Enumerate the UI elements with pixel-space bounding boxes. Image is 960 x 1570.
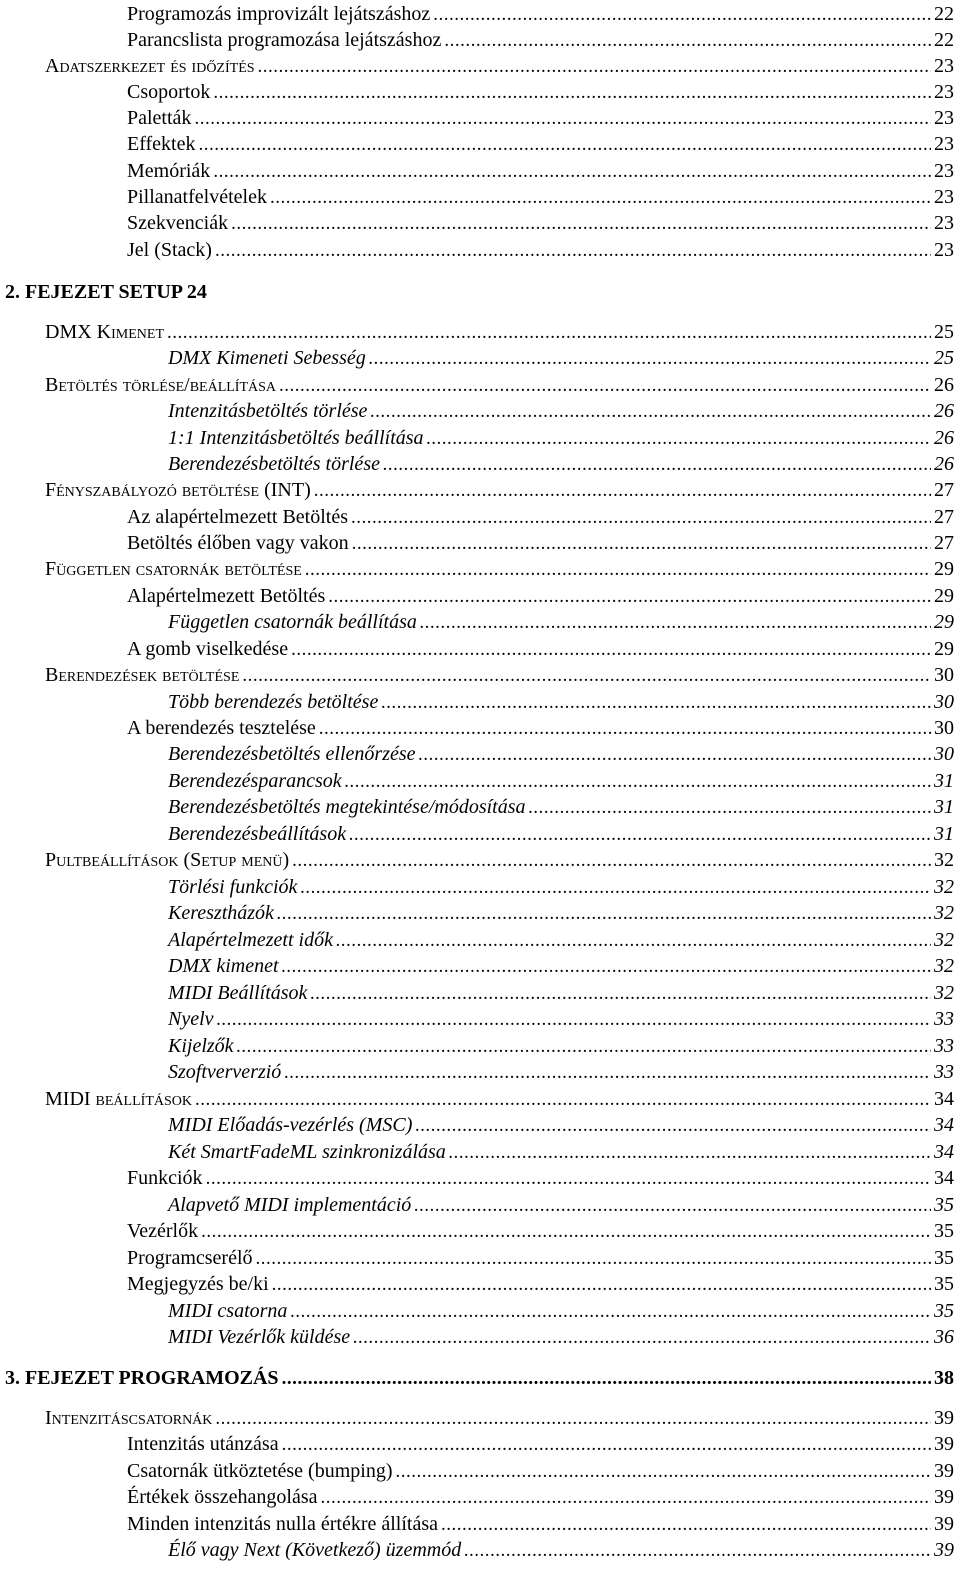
toc-entry-page-number: 26 (934, 400, 954, 422)
toc-entry-page-number: 30 (934, 743, 954, 765)
toc-entry-title: Élő vagy Next (Következő) üzemmód (168, 1539, 462, 1561)
toc-entry[interactable] (0, 1219, 954, 1243)
toc-entry-page-number: 34 (934, 1088, 954, 1110)
dot-leader (352, 532, 931, 556)
toc-entry-title: Programcserélő (127, 1247, 253, 1269)
toc-entry-title: Berendezésbetöltés megtekintése/módosítása (168, 796, 526, 818)
toc-entry-title: Csoportok (127, 81, 211, 103)
dot-leader (449, 1141, 931, 1165)
dot-leader (242, 664, 931, 688)
toc-entry[interactable] (0, 901, 954, 925)
toc-entry-page-number: 39 (934, 1513, 954, 1535)
dot-leader (381, 691, 931, 715)
toc-entry-title: Minden intenzitás nulla értékre állítása (127, 1513, 438, 1535)
dot-leader (319, 717, 931, 741)
dot-leader (427, 427, 931, 451)
toc-entry[interactable] (0, 1512, 954, 1536)
toc-entry-page-number: 32 (934, 955, 954, 977)
dot-leader (195, 1088, 931, 1112)
toc-entry[interactable] (0, 1459, 954, 1483)
toc-entry-page-number: 32 (934, 902, 954, 924)
toc-entry[interactable] (0, 1272, 954, 1296)
dot-leader (282, 1367, 931, 1391)
toc-entry-title: DMX kimenet (168, 955, 279, 977)
toc-entry-page-number: 39 (934, 1433, 954, 1455)
dot-leader (336, 929, 931, 953)
toc-entry-page-number: 30 (934, 691, 954, 713)
dot-leader (290, 1300, 931, 1324)
toc-entry[interactable] (0, 795, 954, 819)
toc-entry[interactable] (0, 1246, 954, 1270)
dot-leader (217, 1008, 931, 1032)
toc-chapter-heading: 2. FEJEZET SETUP 24 (5, 281, 207, 303)
toc-entry[interactable] (0, 1366, 954, 1390)
toc-entry[interactable] (0, 106, 954, 130)
toc-entry-page-number: 31 (934, 796, 954, 818)
toc-entry[interactable] (0, 505, 954, 529)
toc-entry[interactable] (0, 690, 954, 714)
dot-leader (258, 55, 931, 79)
toc-entry-title: Kijelzők (168, 1035, 234, 1057)
toc-entry-page-number: 22 (934, 3, 954, 25)
toc-entry-page-number: 39 (934, 1407, 954, 1429)
toc-entry-page-number: 26 (934, 453, 954, 475)
toc-entry-title: Szoftververzió (168, 1061, 282, 1083)
dot-leader (441, 1513, 931, 1537)
toc-entry-title: MIDI Vezérlők küldése (168, 1326, 351, 1348)
dot-leader (167, 321, 931, 345)
toc-entry-title: DMX Kimenet (45, 321, 164, 343)
dot-leader (345, 770, 931, 794)
toc-entry[interactable] (0, 373, 954, 397)
toc-entry-page-number: 29 (934, 611, 954, 633)
toc-entry[interactable] (0, 1087, 954, 1111)
toc-entry[interactable] (0, 1325, 954, 1349)
toc-entry-title: MIDI csatorna (168, 1300, 288, 1322)
toc-entry-page-number: 23 (934, 55, 954, 77)
toc-entry-page-number: 32 (934, 929, 954, 951)
toc-entry-page-number: 23 (934, 239, 954, 261)
toc-entry[interactable] (0, 822, 954, 846)
toc-entry[interactable] (0, 584, 954, 608)
toc-entry-title: Két SmartFadeML szinkronizálása (168, 1141, 446, 1163)
toc-entry-page-number: 22 (934, 29, 954, 51)
dot-leader (419, 743, 931, 767)
toc-entry-title: Vezérlők (127, 1220, 199, 1242)
dot-leader (415, 1114, 931, 1138)
toc-entry[interactable] (0, 132, 954, 156)
toc-entry-page-number: 39 (934, 1460, 954, 1482)
toc-entry-title: 1:1 Intenzitásbetöltés beállítása (168, 427, 424, 449)
dot-leader (529, 796, 932, 820)
toc-entry-title: Intenzitáscsatornák (45, 1407, 213, 1429)
toc-entry-title: Berendezésbetöltés ellenőrzése (168, 743, 416, 765)
toc-entry-page-number: 23 (934, 160, 954, 182)
dot-leader (353, 1326, 931, 1350)
toc-entry-title: Pillanatfelvételek (127, 186, 267, 208)
toc-entry-page-number: 33 (934, 1035, 954, 1057)
toc-entry-page-number: 34 (934, 1141, 954, 1163)
dot-leader (370, 400, 931, 424)
toc-entry-page-number: 23 (934, 186, 954, 208)
toc-entry-page-number: 35 (934, 1273, 954, 1295)
toc-entry[interactable] (0, 1406, 954, 1430)
toc-entry-page-number: 26 (934, 427, 954, 449)
toc-entry[interactable] (0, 769, 954, 793)
toc-entry[interactable] (0, 742, 954, 766)
dot-leader (270, 186, 931, 210)
dot-leader (199, 133, 932, 157)
toc-entry[interactable] (0, 54, 954, 78)
dot-leader (383, 453, 931, 477)
toc-entry-page-number: 31 (934, 823, 954, 845)
toc-entry[interactable] (0, 1432, 954, 1456)
toc-entry-title: Csatornák ütköztetése (bumping) (127, 1460, 393, 1482)
toc-entry[interactable] (0, 1034, 954, 1058)
toc-entry-title: MIDI beállítások (45, 1088, 192, 1110)
toc-entry[interactable] (0, 981, 954, 1005)
toc-entry-title: Alapértelmezett idők (168, 929, 333, 951)
toc-entry-title: Memóriák (127, 160, 211, 182)
toc-entry[interactable] (0, 28, 954, 52)
toc-entry-page-number: 23 (934, 107, 954, 129)
dot-leader (396, 1460, 932, 1484)
toc-entry[interactable] (0, 159, 954, 183)
toc-entry-title: Programozás improvizált lejátszáshoz (127, 3, 431, 25)
toc-entry[interactable] (0, 716, 954, 740)
toc-entry-page-number: 32 (934, 876, 954, 898)
dot-leader (349, 823, 931, 847)
toc-entry[interactable] (0, 663, 954, 687)
toc-entry-title: A berendezés tesztelése (127, 717, 316, 739)
toc-entry-title: Fényszabályozó betöltése (INT) (45, 479, 311, 501)
dot-leader (310, 982, 931, 1006)
dot-leader (231, 212, 931, 236)
dot-leader (282, 955, 931, 979)
toc-entry[interactable] (0, 426, 954, 450)
toc-entry-title: Berendezésbeállítások (168, 823, 347, 845)
toc-entry[interactable] (0, 1007, 954, 1031)
dot-leader (305, 558, 931, 582)
toc-entry-title: Paletták (127, 107, 192, 129)
dot-leader (351, 506, 931, 530)
toc-entry[interactable] (0, 478, 954, 502)
toc-entry-title: Betöltés élőben vagy vakon (127, 532, 349, 554)
toc-entry-title: Pultbeállítások (Setup menü) (45, 849, 290, 871)
dot-leader (420, 611, 931, 635)
toc-entry-title: Intenzitás utánzása (127, 1433, 279, 1455)
toc-entry[interactable] (0, 875, 954, 899)
toc-entry-page-number: 27 (934, 479, 954, 501)
toc-entry[interactable] (0, 1113, 954, 1137)
toc-entry[interactable] (0, 1060, 954, 1084)
toc-entry-title: Független csatornák betöltése (45, 558, 302, 580)
dot-leader (194, 107, 931, 131)
toc-entry-title: MIDI Beállítások (168, 982, 308, 1004)
toc-entry-title: Független csatornák beállítása (168, 611, 417, 633)
toc-entry[interactable] (0, 610, 954, 634)
toc-entry-title: 3. FEJEZET PROGRAMOZÁS (5, 1367, 279, 1389)
toc-entry-page-number: 23 (934, 133, 954, 155)
toc-entry-page-number: 35 (934, 1220, 954, 1242)
toc-entry[interactable] (0, 80, 954, 104)
dot-leader (215, 239, 931, 263)
toc-entry-page-number: 29 (934, 585, 954, 607)
toc-entry-page-number: 35 (934, 1194, 954, 1216)
toc-entry[interactable] (0, 531, 954, 555)
dot-leader (279, 374, 931, 398)
dot-leader (314, 479, 931, 503)
toc-entry-title: Törlési funkciók (168, 876, 298, 898)
toc-entry-page-number: 33 (934, 1061, 954, 1083)
dot-leader (320, 1486, 931, 1510)
toc-entry[interactable] (0, 452, 954, 476)
dot-leader (213, 160, 931, 184)
toc-entry-title: Alapértelmezett Betöltés (127, 585, 326, 607)
toc-entry-page-number: 35 (934, 1247, 954, 1269)
toc-entry-page-number: 26 (934, 374, 954, 396)
toc-entry-title: Az alapértelmezett Betöltés (127, 506, 349, 528)
toc-entry-page-number: 29 (934, 558, 954, 580)
dot-leader (414, 1194, 931, 1218)
toc-entry-title: Funkciók (127, 1167, 203, 1189)
toc-entry-title: Megjegyzés be/ki (127, 1273, 269, 1295)
toc-entry-page-number: 36 (934, 1326, 954, 1348)
toc-entry[interactable] (0, 954, 954, 978)
dot-leader (328, 585, 931, 609)
toc-entry-page-number: 23 (934, 212, 954, 234)
toc-entry[interactable] (0, 1140, 954, 1164)
toc-entry-page-number: 25 (934, 321, 954, 343)
dot-leader (272, 1273, 931, 1297)
toc-entry-page-number: 34 (934, 1167, 954, 1189)
dot-leader (300, 876, 931, 900)
toc-entry[interactable] (0, 346, 954, 370)
toc-entry-title: Adatszerkezet és időzítés (45, 55, 255, 77)
toc-entry[interactable] (0, 1299, 954, 1323)
dot-leader (206, 1167, 931, 1191)
toc-entry-page-number: 32 (934, 982, 954, 1004)
toc-entry-title: Alapvető MIDI implementáció (168, 1194, 412, 1216)
toc-entry-title: Intenzitásbetöltés törlése (168, 400, 368, 422)
toc-entry-title: Keresztházók (168, 902, 274, 924)
toc-entry-title: Berendezésbetöltés törlése (168, 453, 380, 475)
dot-leader (444, 29, 931, 53)
toc-entry-page-number: 39 (934, 1486, 954, 1508)
toc-entry-title: A gomb viselkedése (127, 638, 289, 660)
toc-entry-page-number: 30 (934, 717, 954, 739)
toc-entry-page-number: 38 (934, 1367, 954, 1389)
toc-entry-page-number: 34 (934, 1114, 954, 1136)
toc-entry[interactable] (0, 1166, 954, 1190)
dot-leader (213, 81, 931, 105)
toc-entry-page-number: 23 (934, 81, 954, 103)
dot-leader (369, 347, 931, 371)
toc-entry-title: DMX Kimeneti Sebesség (168, 347, 366, 369)
toc-entry[interactable] (0, 399, 954, 423)
toc-entry-title: Berendezésparancsok (168, 770, 342, 792)
toc-entry[interactable] (0, 1193, 954, 1217)
dot-leader (256, 1247, 931, 1271)
toc-entry-title: Parancslista programozása lejátszáshoz (127, 29, 442, 51)
toc-entry-page-number: 31 (934, 770, 954, 792)
toc-entry[interactable] (0, 848, 954, 872)
toc-entry-title: Betöltés törlése/beállítása (45, 374, 277, 396)
toc-entry[interactable] (0, 637, 954, 661)
toc-entry[interactable] (0, 557, 954, 581)
toc-entry-page-number: 32 (934, 849, 954, 871)
dot-leader (201, 1220, 931, 1244)
toc-entry-title: MIDI Előadás-vezérlés (MSC) (168, 1114, 413, 1136)
toc-entry[interactable] (0, 185, 954, 209)
toc-entry-page-number: 27 (934, 506, 954, 528)
toc-entry-page-number: 30 (934, 664, 954, 686)
toc-entry[interactable] (0, 1485, 954, 1509)
toc-entry[interactable] (0, 928, 954, 952)
toc-entry-title: Több berendezés betöltése (168, 691, 379, 713)
toc-entry-page-number: 33 (934, 1008, 954, 1030)
toc-entry-title: Berendezések betöltése (45, 664, 240, 686)
dot-leader (237, 1035, 931, 1059)
toc-entry-page-number: 35 (934, 1300, 954, 1322)
toc-entry-page-number: 25 (934, 347, 954, 369)
toc-entry-page-number: 29 (934, 638, 954, 660)
toc-entry-title: Effektek (127, 133, 196, 155)
toc-entry[interactable] (0, 2, 954, 26)
dot-leader (292, 849, 931, 873)
dot-leader (284, 1061, 931, 1085)
toc-entry[interactable] (0, 211, 954, 235)
dot-leader (282, 1433, 931, 1457)
toc-entry[interactable] (0, 238, 954, 262)
toc-entry-page-number: 39 (934, 1539, 954, 1561)
dot-leader (433, 3, 931, 27)
toc-entry-title: Értékek összehangolása (127, 1486, 318, 1508)
dot-leader (215, 1407, 931, 1431)
toc-entry-page-number: 27 (934, 532, 954, 554)
toc-entry-title: Nyelv (168, 1008, 214, 1030)
dot-leader (291, 638, 931, 662)
toc-entry[interactable] (0, 320, 954, 344)
toc-entry-title: Jel (Stack) (127, 239, 212, 261)
toc-entry-title: Szekvenciák (127, 212, 229, 234)
dot-leader (464, 1539, 931, 1563)
dot-leader (277, 902, 931, 926)
toc-entry[interactable] (0, 1538, 954, 1562)
